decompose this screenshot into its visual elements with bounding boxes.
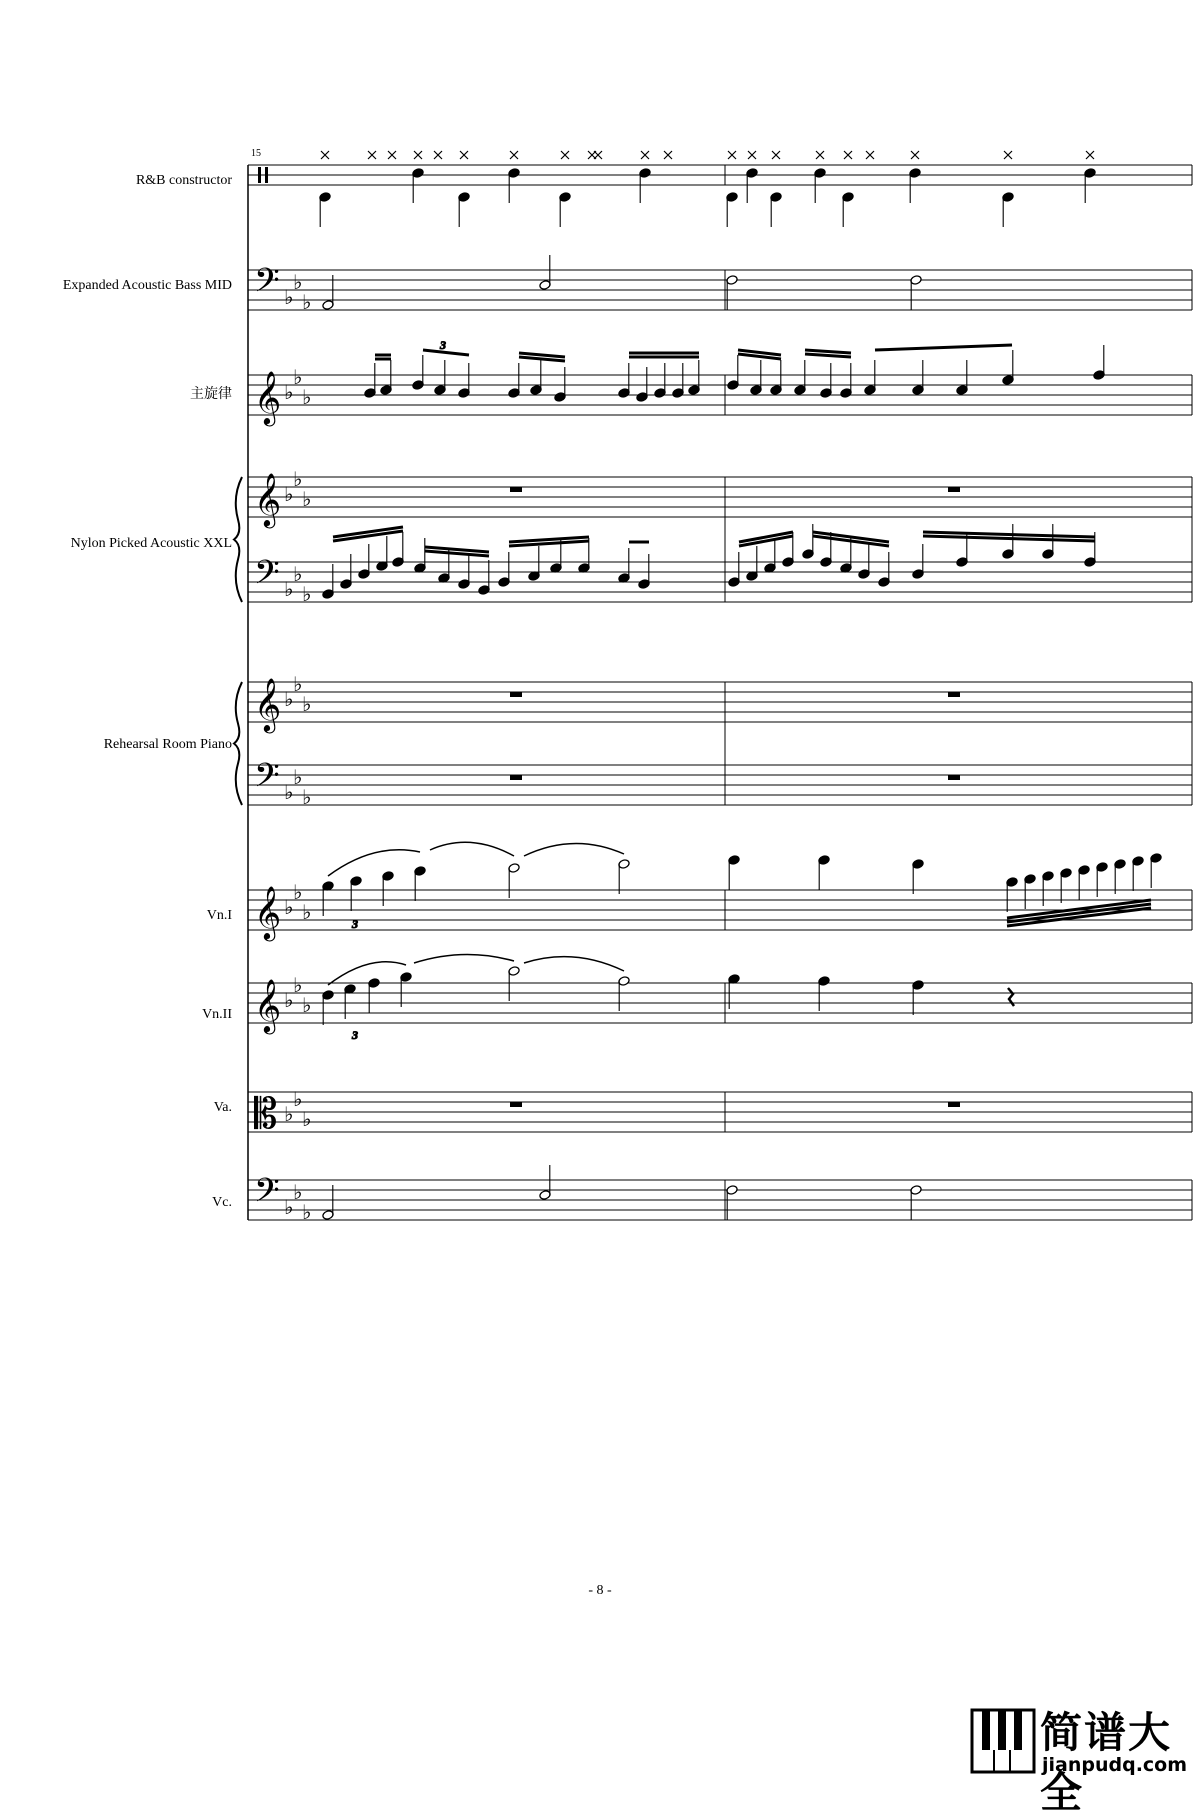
whole-rest xyxy=(948,775,960,780)
flat-sign: ♭ xyxy=(302,900,312,924)
piano-keys-icon xyxy=(970,1708,1036,1774)
staff-lines xyxy=(248,165,1192,1220)
instrument-label-vc: Vc. xyxy=(212,1195,232,1210)
slur xyxy=(328,962,406,985)
treble-clef: 𝄞 xyxy=(254,472,282,526)
percussion-clef xyxy=(265,167,268,183)
flat-sign: ♭ xyxy=(284,895,294,919)
site-logo xyxy=(970,1700,1195,1817)
instrument-label-vn1: Vn.I xyxy=(206,908,232,923)
treble-clef: 𝄞 xyxy=(254,677,282,731)
brace xyxy=(234,477,242,602)
flat-sign: ♭ xyxy=(284,285,294,309)
cross-notehead xyxy=(866,151,874,159)
slur xyxy=(414,954,514,963)
braces xyxy=(234,477,242,805)
clefs xyxy=(254,167,281,1218)
cross-notehead xyxy=(460,151,468,159)
flat-sign: ♭ xyxy=(293,973,303,997)
logo-url: jianpudq.com xyxy=(1042,1754,1188,1776)
beam xyxy=(805,354,851,357)
whole-rest xyxy=(510,1102,522,1107)
whole-rest xyxy=(510,692,522,697)
beam xyxy=(423,350,469,355)
notes xyxy=(319,151,1162,1220)
instrument-label-rb: R&B constructor xyxy=(135,173,232,188)
flat-sign: ♭ xyxy=(293,562,303,586)
flat-sign: ♭ xyxy=(293,765,303,789)
cross-notehead xyxy=(728,151,736,159)
instrument-label-bass: Expanded Acoustic Bass MID xyxy=(62,278,232,293)
cross-notehead xyxy=(816,151,824,159)
cross-notehead xyxy=(1004,151,1012,159)
flat-sign: ♭ xyxy=(293,1180,303,1204)
cross-notehead xyxy=(414,151,422,159)
cross-notehead xyxy=(321,151,329,159)
whole-rest xyxy=(948,1102,960,1107)
cross-notehead xyxy=(641,151,649,159)
whole-rest xyxy=(510,487,522,492)
key-signatures xyxy=(284,270,311,1224)
instrument-label-nylon: Nylon Picked Acoustic XXL xyxy=(70,536,232,551)
beam xyxy=(875,345,1012,350)
cross-notehead xyxy=(748,151,756,159)
measure-number: 15 xyxy=(251,148,261,159)
cross-notehead xyxy=(368,151,376,159)
bass-clef: 𝄢 xyxy=(254,262,280,308)
instrument-label-vn2: Vn.II xyxy=(202,1007,232,1022)
flat-sign: ♭ xyxy=(302,487,312,511)
flat-sign: ♭ xyxy=(293,270,303,294)
instrument-label-piano: Rehearsal Room Piano xyxy=(103,737,232,752)
beam xyxy=(805,350,851,353)
cross-notehead xyxy=(772,151,780,159)
bass-clef: 𝄢 xyxy=(254,554,280,600)
flat-sign: ♭ xyxy=(284,1195,294,1219)
beam xyxy=(1007,900,1151,918)
flat-sign: ♭ xyxy=(284,482,294,506)
treble-clef: 𝄞 xyxy=(254,885,282,939)
flat-sign: ♭ xyxy=(302,1200,312,1224)
cross-notehead xyxy=(561,151,569,159)
slur xyxy=(430,842,514,856)
flat-sign: ♭ xyxy=(293,1087,303,1111)
slur xyxy=(328,850,420,876)
treble-clef: 𝄞 xyxy=(254,978,282,1032)
whole-rest xyxy=(948,487,960,492)
cross-notehead xyxy=(1086,151,1094,159)
slur xyxy=(524,843,624,856)
tuplet-number: 3 xyxy=(352,917,358,931)
flat-sign: ♭ xyxy=(302,785,312,809)
cross-notehead xyxy=(664,151,672,159)
cross-notehead xyxy=(434,151,442,159)
instrument-label-va: Va. xyxy=(213,1100,232,1115)
beam xyxy=(1007,904,1151,922)
cross-notehead xyxy=(911,151,919,159)
flat-sign: ♭ xyxy=(293,365,303,389)
bass-clef: 𝄢 xyxy=(254,757,280,803)
flat-sign: ♭ xyxy=(293,672,303,696)
tuplet-number: 3 xyxy=(352,1028,358,1042)
tuplet-number: 3 xyxy=(440,338,446,352)
flat-sign: ♭ xyxy=(302,385,312,409)
flat-sign: ♭ xyxy=(302,692,312,716)
alto-clef: 𝄡 xyxy=(254,1089,278,1138)
instrument-label-melody: 主旋律 xyxy=(190,387,232,402)
beam xyxy=(1007,908,1151,926)
cross-notehead xyxy=(388,151,396,159)
treble-clef: 𝄞 xyxy=(254,370,282,424)
flat-sign: ♭ xyxy=(293,880,303,904)
flat-sign: ♭ xyxy=(302,290,312,314)
flat-sign: ♭ xyxy=(284,577,294,601)
logo-text: 简谱大全 xyxy=(1040,1708,1173,1817)
bass-clef: 𝄢 xyxy=(254,1172,280,1218)
flat-sign: ♭ xyxy=(302,582,312,606)
cross-notehead xyxy=(510,151,518,159)
flat-sign: ♭ xyxy=(284,1102,294,1126)
flat-sign: ♭ xyxy=(293,467,303,491)
flat-sign: ♭ xyxy=(284,988,294,1012)
cross-notehead xyxy=(844,151,852,159)
whole-rest xyxy=(948,692,960,697)
page-number: - 8 - xyxy=(588,1583,612,1598)
whole-rest xyxy=(510,775,522,780)
slur xyxy=(524,957,624,971)
flat-sign: ♭ xyxy=(284,780,294,804)
cross-notehead xyxy=(594,151,602,159)
flat-sign: ♭ xyxy=(284,687,294,711)
flat-sign: ♭ xyxy=(284,380,294,404)
flat-sign: ♭ xyxy=(302,1107,312,1131)
brace xyxy=(234,682,242,805)
flat-sign: ♭ xyxy=(302,993,312,1017)
percussion-clef xyxy=(258,167,261,183)
